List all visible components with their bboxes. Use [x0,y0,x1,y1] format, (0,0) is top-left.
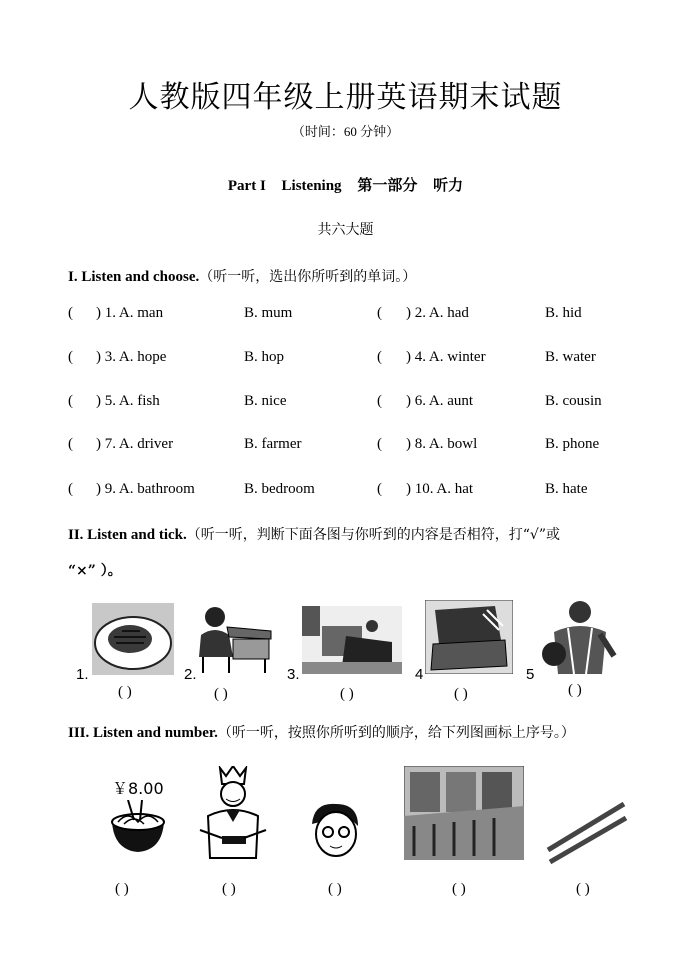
section2-note2: “×” ）。 [68,563,122,579]
supermarket-picture [404,766,524,860]
number-blank-4[interactable]: ( ) [452,881,466,897]
cook-picture [196,766,270,860]
tick-blank-4[interactable]: ( ) [454,686,468,702]
answer-blank[interactable]: ( [377,436,382,452]
tick-blank-5[interactable]: ( ) [568,682,582,698]
question-option-b: B. mum [244,305,293,321]
chair-picture [425,600,513,674]
picture-number-2: 2. [184,666,197,683]
question-option-b: B. farmer [244,436,302,452]
question-option-a: ) 3. A. hope [96,349,167,365]
section2-note-cont [68,560,122,580]
answer-blank[interactable]: ( [68,393,73,409]
tick-blank-3[interactable]: ( ) [340,686,354,702]
number-blank-5[interactable]: ( ) [576,881,590,897]
question-option-a: ) 8. A. bowl [406,436,478,452]
question-option-b: B. water [545,349,596,365]
part-heading [0,174,691,195]
picture-number-4: 4 [415,666,424,683]
student-desk-picture [193,605,275,675]
question-option-a: ) 6. A. aunt [406,393,474,409]
number-blank-2[interactable]: ( ) [222,881,236,897]
question-option-b: B. phone [545,436,600,452]
question-option-a: ) 7. A. driver [96,436,174,452]
question-row [0,436,691,460]
section1-heading [68,266,416,286]
question-option-a: ) 2. A. had [406,305,469,321]
question-option-a: ) 10. A. hat [406,481,474,497]
answer-blank[interactable]: ( [377,349,382,365]
living-room-picture [302,606,402,674]
question-option-a: ) 9. A. bathroom [96,481,195,497]
basketball-player-picture [540,598,618,674]
question-option-b: B. hate [545,481,588,497]
section2-title: II. Listen and tick. [68,527,187,543]
answer-blank[interactable]: ( [377,481,382,497]
tick-blank-1[interactable]: ( ) [118,684,132,700]
picture-number-1: 1. [76,666,89,683]
question-row [0,481,691,505]
chopsticks-picture [544,800,628,866]
section2-note: （听一听，判断下面各图与你听到的内容是否相符，打“√”或 [186,527,561,543]
section2-heading [68,524,560,544]
boy-face-picture [306,800,364,860]
picture-number-3: 3. [287,666,300,683]
question-option-b: B. cousin [545,393,602,409]
section1-note: （听一听，选出你所听到的单词。） [199,269,417,285]
part-cn1: 第一部分 [357,178,418,194]
steak-plate-picture [92,603,174,675]
question-count: 共六大题 [317,223,374,238]
time-limit: （时间：60 分钟） [291,124,400,139]
question-option-b: B. nice [244,393,287,409]
question-option-b: B. bedroom [244,481,315,497]
number-blank-1[interactable]: ( ) [115,881,129,897]
section3-note: （听一听，按照你所听到的顺序，给下列图画标上序号。） [217,725,575,741]
answer-blank[interactable]: ( [68,305,73,321]
question-row [0,305,691,329]
picture-number-5: 5 [526,666,535,683]
section3-title: III. Listen and number. [68,725,218,741]
number-blank-3[interactable]: ( ) [328,881,342,897]
answer-blank[interactable]: ( [68,481,73,497]
noodles-bowl-picture [108,800,168,856]
part-name: Listening [281,178,342,194]
question-option-a: ) 4. A. winter [406,349,486,365]
answer-blank[interactable]: ( [68,436,73,452]
question-option-a: ) 1. A. man [96,305,164,321]
page-title: 人教版四年级上册英语期末试题 [128,81,563,114]
question-row [0,393,691,417]
question-option-b: B. hid [545,305,582,321]
question-option-a: ) 5. A. fish [96,393,160,409]
section1-title: I. Listen and choose. [68,269,200,285]
part-label: Part I [227,178,266,194]
noodle-price: ￥8.00 [112,779,164,798]
question-row [0,349,691,373]
tick-blank-2[interactable]: ( ) [214,686,228,702]
answer-blank[interactable]: ( [68,349,73,365]
answer-blank[interactable]: ( [377,305,382,321]
section3-heading [68,722,575,742]
part-cn2: 听力 [433,178,464,194]
question-option-b: B. hop [244,349,285,365]
answer-blank[interactable]: ( [377,393,382,409]
